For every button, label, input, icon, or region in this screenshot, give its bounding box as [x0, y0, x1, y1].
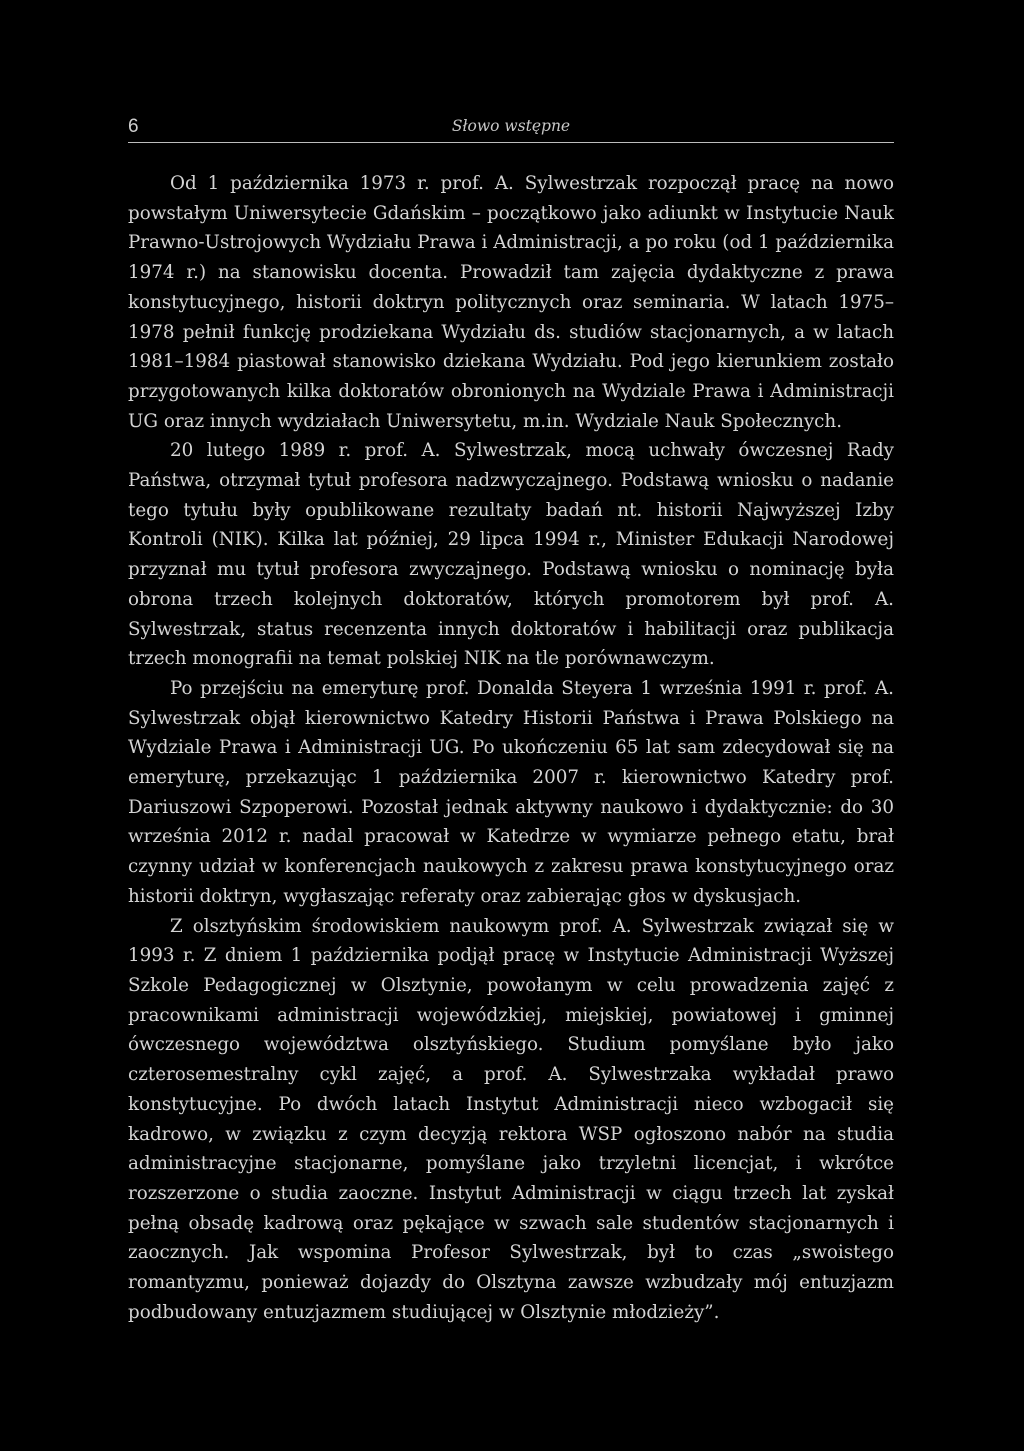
paragraph: Z olsztyńskim środowiskiem naukowym prof. A. Sylwestrzak związał się w 1993 r. Z dniem 1 października podjął pracę w Instytucie Administracji Wyższej Szkole Pedagogicznej w Olsztynie, powołanym w celu prowadzenia zajęć z pracownikami administracji wojewódzkiej, miejskiej, powiatowej i gminnej ówczesnego województwa olsztyńskiego. Studium pomyślane było jako czterosemestralny cykl zajęć, a prof. A. Sylwestrzaka wykładał prawo konstytucyjne. Po dwóch latach Instytut Administracji nieco wzbogacił się kadrowo, w związku z czym decyzją rektora WSP ogłoszono nabór na studia administracyjne stacjonarne, pomyślane jako trzyletni licencjat, i wkrótce rozszerzone o studia zaoczne. Instytut Administracji w ciągu trzech lat zyskał pełną obsadę kadrową oraz pękające w szwach sale studentów stacjonarnych i zaocznych. Jak wspomina Profesor Sylwestrzak, był to czas „swoistego romantyzmu, ponieważ dojazdy do Olsztyna zawsze wzbudzały mój entuzjazm podbudowany entuzjazmem studiującej w Olsztynie młodzieży”. [128, 915, 894, 1323]
paragraph: 20 lutego 1989 r. prof. A. Sylwestrzak, mocą uchwały ówczesnej Rady Państwa, otrzymał tytuł profesora nadzwyczajnego. Podstawą wniosku o nadanie tego tytułu były opublikowane rezultaty badań nt. historii Najwyższej Izby Kontroli (NIK). Kilka lat później, 29 lipca 1994 r., Minister Edukacji Narodowej przyznał mu tytuł profesora zwyczajnego. Podstawą wniosku o nominację była obrona trzech kolejnych doktoratów, których promotorem był prof. A. Sylwestrzak, status recenzenta innych doktoratów i habilitacji oraz publikacja trzech monografii na temat polskiej NIK na tle porównawczym. [128, 440, 894, 670]
paragraph: Po przejściu na emeryturę prof. Donalda Steyera 1 września 1991 r. prof. A. Sylwestrzak objął kierownictwo Katedry Historii Państwa i Prawa Polskiego na Wydziale Prawa i Administracji UG. Po ukończeniu 65 lat sam zdecydował się na emeryturę, przekazując 1 października 2007 r. kierownictwo Katedry prof. Dariuszowi Szpoperowi. Pozostał jednak aktywny naukowo i dydaktycznie: do 30 września 2012 r. nadal pracował w Katedrze w wymiarze pełnego etatu, brał czynny udział w konferencjach naukowych z zakresu prawa konstytucyjnego oraz historii doktryn, wygłaszając referaty oraz zabierając głos w dyskusjach. [128, 677, 894, 907]
body-text [128, 169, 894, 1327]
page-header [128, 116, 894, 143]
paragraph: Od 1 października 1973 r. prof. A. Sylwestrzak rozpoczął pracę na nowo powstałym Uniwersytecie Gdańskim – początkowo jako adiunkt w Instytucie Nauk Prawno-Ustrojowych Wydziału Prawa i Administracji, a po roku (od 1 października 1974 r.) na stanowisku docenta. Prowadził tam zajęcia dydaktyczne z prawa konstytucyjnego, historii doktryn politycznych oraz seminaria. W latach 1975–1978 pełnił funkcję prodziekana Wydziału ds. studiów stacjonarnych, a w latach 1981–1984 piastował stanowisko dziekana Wydziału. Pod jego kierunkiem zostało przygotowanych kilka doktoratów obronionych na Wydziale Prawa i Administracji UG oraz innych wydziałach Uniwersytetu, m.in. Wydziale Nauk Społecznych. [128, 173, 894, 432]
page-number: 6 [128, 116, 139, 137]
running-title: Słowo wstępne [451, 117, 571, 135]
